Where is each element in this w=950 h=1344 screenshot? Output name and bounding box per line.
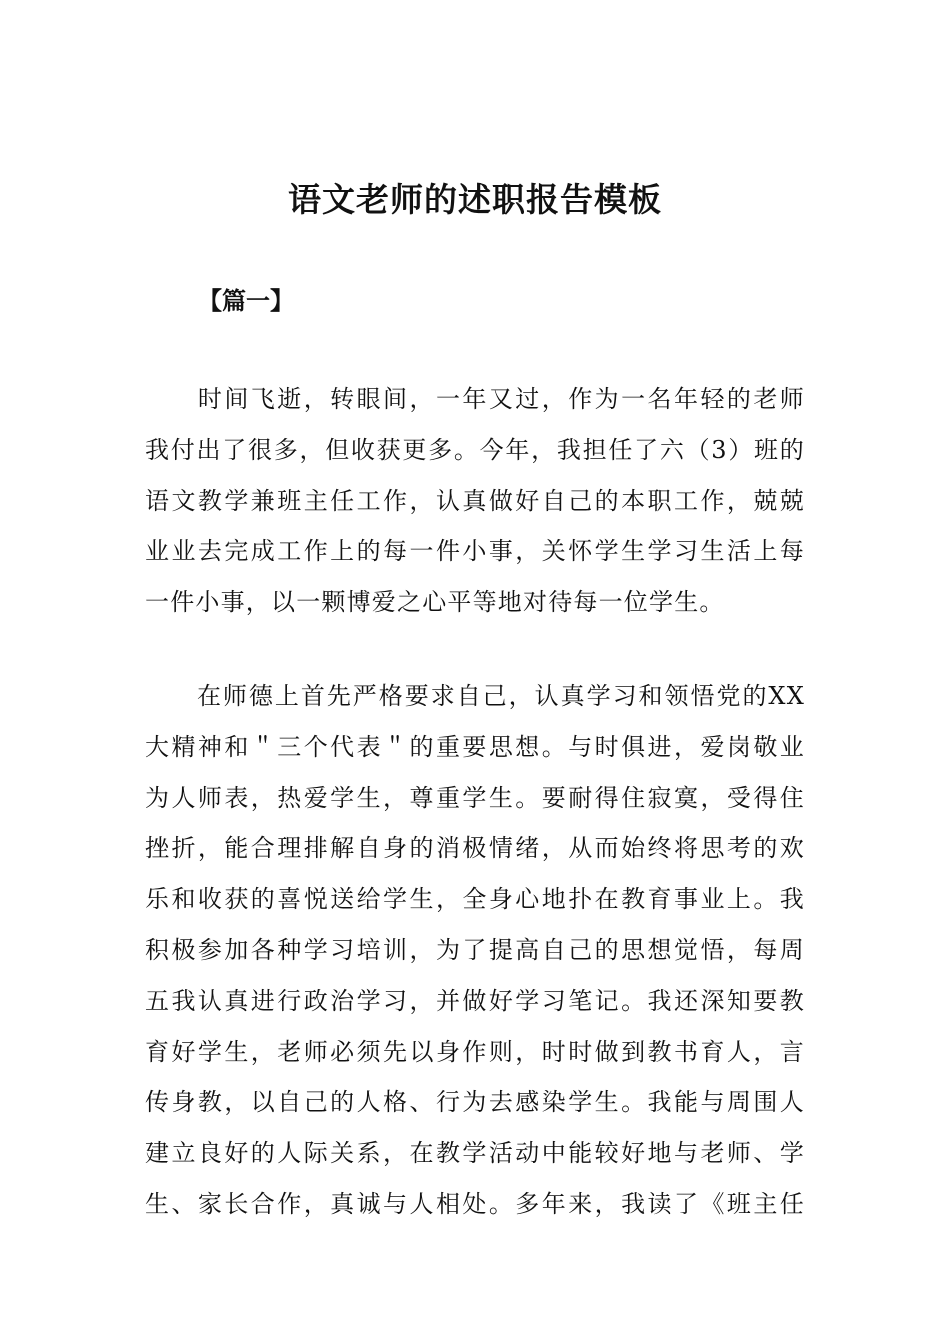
paragraph-line: 积极参加各种学习培训，为了提高自己的思想觉悟，每周: [145, 935, 805, 964]
paragraph-line: 大精神和＂三个代表＂的重要思想。与时俱进，爱岗敬业: [145, 732, 805, 761]
paragraph-line: 我付出了很多，但收获更多。今年，我担任了六（3）班的: [145, 435, 805, 464]
paragraph-line: 在师德上首先严格要求自己，认真学习和领悟党的XX: [145, 682, 805, 710]
document-title: 语文老师的述职报告模板: [288, 180, 662, 219]
paragraph-2: [145, 671, 805, 1230]
section-label: 【篇一】: [198, 287, 294, 315]
paragraph-line: 一件小事，以一颗博爱之心平等地对待每一位学生。: [145, 588, 725, 617]
paragraph-line: 五我认真进行政治学习，并做好学习笔记。我还深知要教: [145, 986, 805, 1015]
paragraph-line: 乐和收获的喜悦送给学生，全身心地扑在教育事业上。我: [145, 885, 805, 914]
paragraph-line: 业业去完成工作上的每一件小事，关怀学生学习生活上每: [145, 537, 805, 566]
paragraph-line: 生、家长合作，真诚与人相处。多年来，我读了《班主任: [145, 1189, 805, 1218]
paragraph-line: 为人师表，热爱学生，尊重学生。要耐得住寂寞，受得住: [145, 783, 805, 812]
paragraph-1: [145, 374, 805, 628]
paragraph-line: 语文教学兼班主任工作，认真做好自己的本职工作，兢兢: [145, 486, 805, 515]
paragraph-line: 时间飞逝，转眼间，一年又过，作为一名年轻的老师: [145, 385, 805, 413]
paragraph-line: 挫折，能合理排解自身的消极情绪，从而始终将思考的欢: [145, 834, 805, 863]
paragraph-line: 育好学生，老师必须先以身作则，时时做到教书育人，言: [145, 1037, 805, 1066]
paragraph-line: 传身教，以自己的人格、行为去感染学生。我能与周围人: [145, 1088, 805, 1117]
paragraph-line: 建立良好的人际关系，在教学活动中能较好地与老师、学: [145, 1139, 805, 1168]
